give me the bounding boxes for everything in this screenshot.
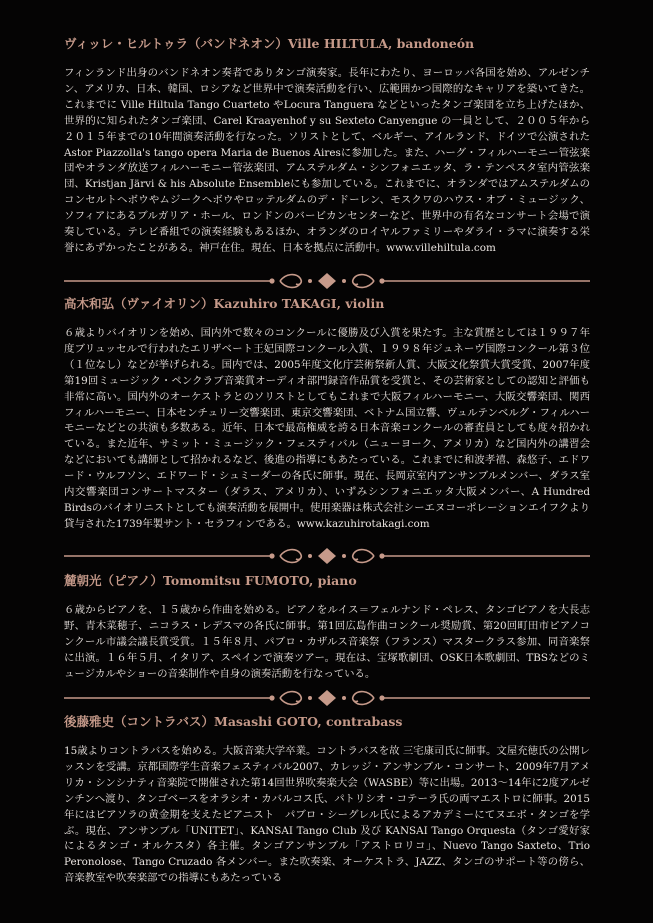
bio-section-hiltula [64,36,590,257]
ornamental-divider [64,547,590,565]
ornamental-divider [64,272,590,290]
bio-section-fumoto [64,573,590,683]
bio-text: 15歳よりコントラバスを始める。大阪音楽大学卒業。コントラバスを故 三宅康司氏に師事。文屋充徳氏の公開レッスンを受講。京都国際学生音楽フェスティバル2007、カレッジ・アンサンブル・コンサート、2009年7月アメリカ・シンシナティ音楽院で開催された第14回世界吹奏楽大会（WASBE）等に出場。2013～14年に2度アルゼンチンへ渡り、タンゴベースをオラシオ・カバルコス氏、パトリシオ・コテーラ氏の両マエストロに師事。2015年にはピアソラの黄金期を支えたピアニスト パブロ・シーグレル氏によるアカデミーにてヌエボ・タンゴを学ぶ。現在、アンサンブル「UNITET」、KANSAI Tango Club 及び KANSAI Tango Orquesta（タンゴ愛好家によるタンゴ・オルケスタ）各主催。タンゴアンサンブル「アストロリコ」、Nuevo Tango Saxteto、Trio Peronolose、Tango Cruzado 各メンバー。また吹奏楽、オーケストラ、JAZZ、タンゴのサポート等の傍ら、音楽教室や吹奏楽部での指導にもあたっている [64,745,590,885]
bio-section-goto [64,714,590,887]
bio-heading: 後藤雅史（コントラバス）Masashi GOTO, contrabass [64,714,403,729]
bio-heading: 高木和弘（ヴァイオリン）Kazuhiro TAKAGI, violin [64,296,385,311]
bio-text: フィンランド出身のバンドネオン奏者でありタンゴ演奏家。長年にわたり、ヨーロッパ各国を始め、アルゼンチン、アメリカ、日本、韓国、ロシアなど世界中で演奏活動を行い、広範囲かつ国際的なキャリアを築いてきた。これまでに Ville Hiltula Tango Cuarteto やLocura Tanguera などといったタンゴ楽団を立ち上げたほか、世界的に知られたタンゴ楽団、Carel Kraayenhof y su Sexteto Canyengue の一員として、２００５年から２０１５年までの10年間演奏活動を行なった。ソリストとして、ベルギー、アイルランド、ドイツで公演されたAstor Piazzolla's tango opera Maria de Buenos Airesに参加した。また、ハーグ・フィルハーモニー管弦楽団やオランダ放送フィルハーモニー管弦楽団、アムステルダム・シンフォニエッタ、ラ・テンペスタ室内管弦楽団、Kristjan Järvi & his Absolute Ensembleにも参加している。これまでに、オランダではアムステルダムのコンセルトヘボウやムジークヘボウやロッテルダムのデ・ドーレン、モスクワのハウス・オブ・ミュージック、ソフィアにあるブルガリア・ホール、ロンドンのバービカンセンターなど、世界中の有名なコンサート会場で演奏している。テレビ番組での演奏経験もあるほか、オランダのロイヤルファミリーやダライ・ラマに演奏する栄誉にあずかったことがある。神戸在住。現在、日本を拠点に活動中。www.villehiltula.com [64,67,590,254]
ornamental-divider [64,689,590,707]
bio-section-takagi [64,296,590,533]
bio-heading: ヴィッレ・ヒルトゥラ（バンドネオン）Ville HILTULA, bandoneón [64,36,475,51]
bio-text: ６歳からピアノを、１５歳から作曲を始める。ピアノをルイス＝フェルナンド・ペレス、タンゴピアノを大長志野、青木菜穂子、ニコラス・レデスマの各氏に師事。第1回広島作曲コンクール奨励賞、第20回町田市ピアノコンクール市議会議長賞受賞。１５年８月、パブロ・カザルス音楽祭（フランス）マスタークラス参加、同音楽祭に出演。１６年５月、イタリア、スペインで演奏ツアー。現在は、宝塚歌劇団、OSK日本歌劇団、TBSなどのミュージカルやショーの音楽制作や自身の演奏活動を行なっている。 [64,604,590,680]
bio-heading: 麓朝光（ピアノ）Tomomitsu FUMOTO, piano [64,573,357,588]
bio-text: ６歳よりバイオリンを始め、国内外で数々のコンクールに優勝及び入賞を果たす。主な賞歴としては１９９７年度ブリュッセルで行われたエリザベート王妃国際コンクール入賞、１９９８年ジュネーヴ国際コンクール第３位（１位なし）などが挙げられる。国内では、2005年度文化庁芸術祭新人賞、大阪文化祭賞大賞受賞、2007年度第19回ミュージック・ペンクラブ音楽賞オーディオ部門録音作品賞を受賞と、その芸術家としての認知と評価も非常に高い。国内外のオーケストラとのソリストとしてもこれまで大阪フィルハーモニー、大阪交響楽団、関西フィルハーモニー、日本センチュリー交響楽団、東京交響楽団、ベトナム国立響、ヴュルテンベルグ・フィルハーモニーなどとの共演も多数ある。近年、日本で最高権威を誇る日本音楽コンクールの審査員としても度々招かれている。また近年、サミット・ミュージック・フェスティバル（ニューヨーク、アメリカ）など国内外の講習会などにおいても講師として招かれるなど、後進の指導にもあたっている。これまでに和波孝禧、森悠子、エドワード・ウルフソン、エドワード・シュミーダーの各氏に師事。現在、長岡京室内アンサンブルメンバー、ダラス室内交響楽団コンサートマスター（ダラス、アメリカ）、いずみシンフォニエッタ大阪メンバー、A Hundred Birdsのバイオリニストとしても演奏活動を展開中。使用楽器は株式会社シーエヌコーポレーションエイフクより貸与された1739年製サント・セラフィンである。www.kazuhirotakagi.com [64,327,590,530]
